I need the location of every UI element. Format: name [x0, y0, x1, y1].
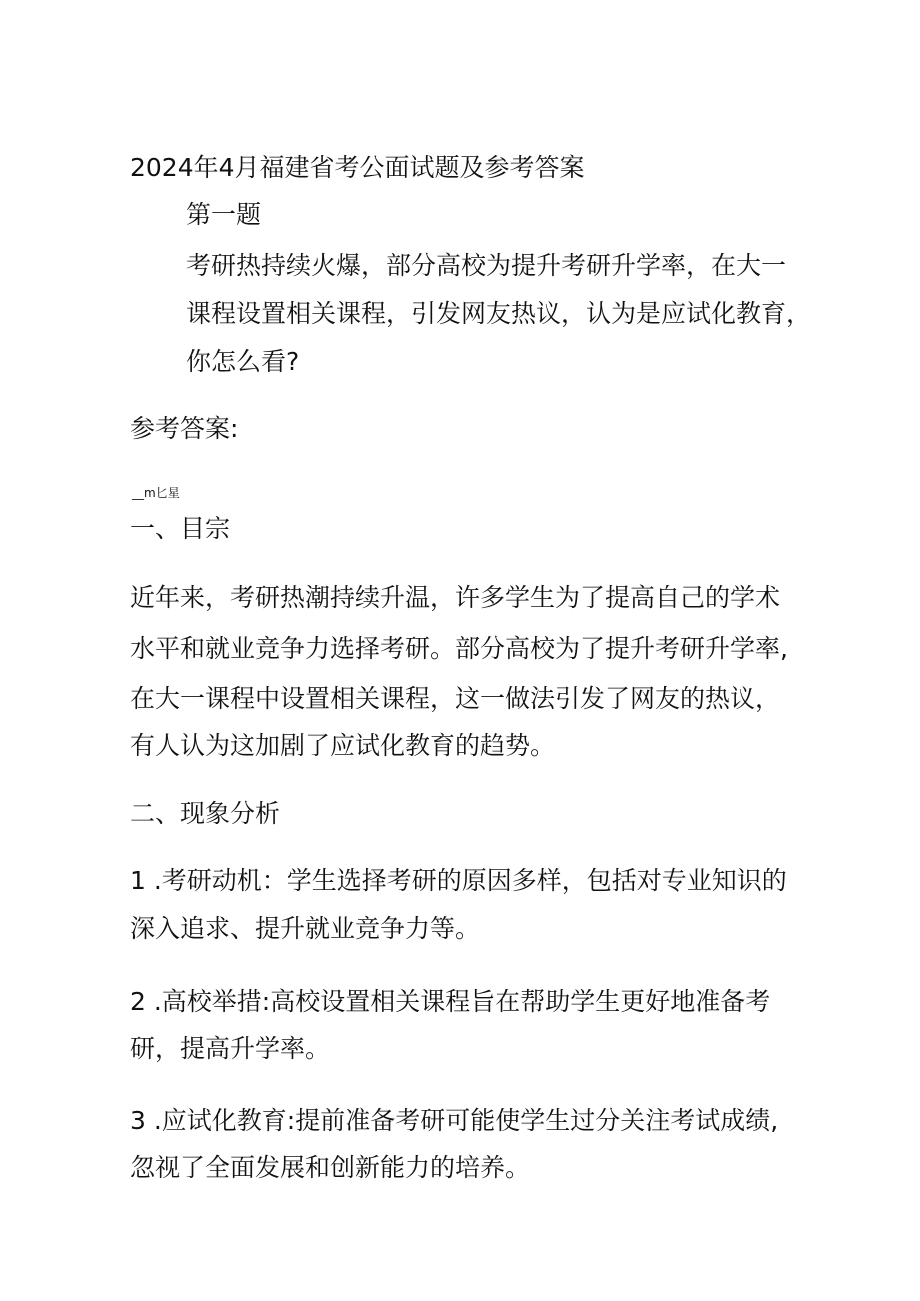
answer-label: 参考答案:	[130, 414, 239, 443]
question-line-2: 课程设置相关课程，引发网友热议，认为是应试化教育，	[186, 299, 812, 328]
section1-heading: 一、目宗	[130, 514, 231, 543]
section1-line-2: 水平和就业竞争力选择考研。部分高校为了提升考研升学率,	[130, 634, 788, 663]
section1-line-3: 在大一课程中设置相关课程，这一做法引发了网友的热议，	[130, 684, 781, 713]
item2-line-2: 研，提高升学率。	[130, 1034, 331, 1063]
question-line-3: 你怎么看?	[186, 347, 300, 376]
item3-line-1: 3 .应试化教育:提前准备考研可能使学生过分关注考试成绩,	[130, 1106, 779, 1135]
item3-line-2: 忽视了全面发展和创新能力的培养。	[130, 1153, 531, 1182]
small-note: __m匕星	[132, 486, 180, 500]
section2-heading: 二、现象分析	[130, 799, 281, 828]
item1-line-1: 1 .考研动机：学生选择考研的原因多样，包括对专业知识的	[130, 866, 787, 895]
item1-line-2: 深入追求、提升就业竞争力等。	[130, 914, 481, 943]
question-label: 第一题	[186, 200, 262, 229]
item2-line-1: 2 .高校举措:高校设置相关课程旨在帮助学生更好地准备考	[130, 987, 771, 1016]
section1-line-4: 有人认为这加剧了应试化教育的趋势。	[130, 731, 556, 760]
document-title: 2024年4月福建省考公面试题及参考答案	[130, 153, 585, 182]
section1-line-1: 近年来，考研热潮持续升温，许多学生为了提高自己的学术	[130, 583, 781, 612]
question-line-1: 考研热持续火爆，部分高校为提升考研升学率，在大一	[186, 251, 787, 280]
